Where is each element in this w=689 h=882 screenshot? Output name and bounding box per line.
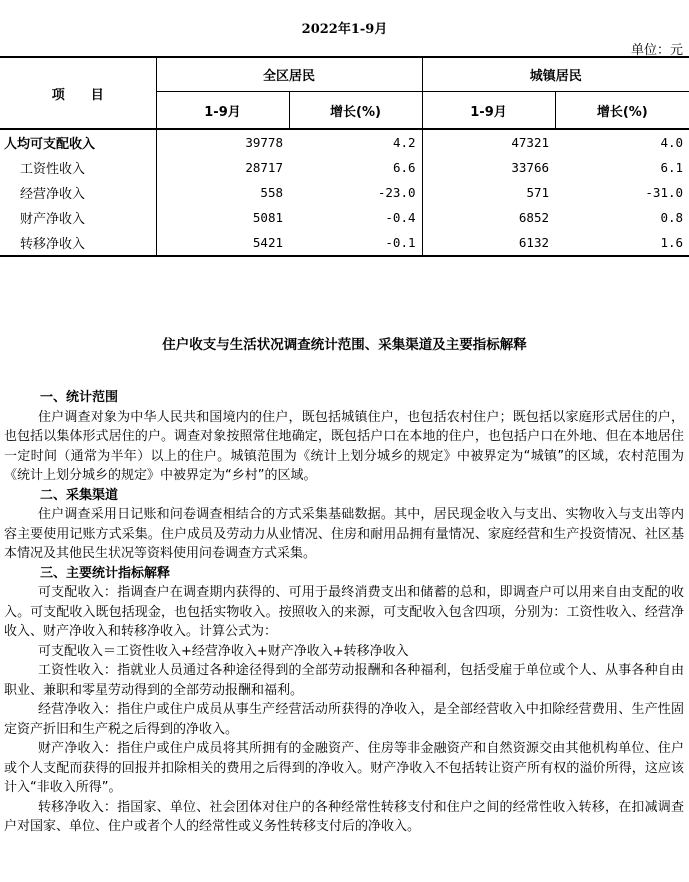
row-label: 经营净收入 [0,180,156,205]
heading-scope: 一、统计范围 [40,390,119,405]
table-row [0,155,689,180]
formula: 可支配收入＝工资性收入+经营净收入+财产净收入+转移净收入 [38,643,409,659]
cell-growth-urban: 6.1 [660,160,684,175]
cell-value-urban: 33766 [511,160,550,175]
cell-growth-urban: 1.6 [555,230,689,256]
cell-value-urban: 6132 [422,230,555,256]
group-all-residents: 全区居民 [156,57,422,92]
col-period-all: 1-9月 [156,92,289,130]
cell-growth-all: -23.0 [289,180,422,205]
cell-value-all: 39778 [245,135,283,150]
heading-indicators: 三、主要统计指标解释 [40,565,171,581]
cell-growth-all: -0.4 [289,205,422,230]
table-row [0,230,689,256]
cell-growth-urban: -31.0 [645,185,684,200]
cell-value-urban: 6852 [518,210,550,225]
item-header: 项 目 [0,57,156,129]
cell-value-all: 558 [260,185,283,200]
table-row [0,129,689,155]
row-label: 财产净收入 [0,205,156,230]
row-label: 转移净收入 [0,230,156,256]
cell-growth-urban: 4.0 [660,135,684,150]
cell-value-urban: 47321 [511,135,550,150]
report-period: 2022年1-9月 [301,22,388,37]
col-growth-all: 增长(%) [289,92,422,130]
unit-label: 单位：元 [630,43,683,58]
cell-growth-all: 6.6 [289,155,422,180]
notes-title: 住户收支与生活状况调查统计范围、采集渠道及主要指标解释 [162,337,527,353]
cell-growth-urban: 0.8 [660,210,684,225]
cell-growth-all: 4.2 [289,129,422,155]
heading-channels: 二、采集渠道 [40,487,119,503]
paragraph-transfer-income: 转移净收入：指国家、单位、社会团体对住户的各种经常性转移支付和住户之间的经常性收入转移，在扣减调查户对国家、单位、住户或者个人的经常性或义务性转移支付后的净收入。 [4,799,684,834]
table-row [0,205,689,230]
paragraph-property-income: 财产净收入：指住户或住户成员将其所拥有的金融资产、住房等非金融资产和自然资源交由其他机构单位、住户或个人支配而获得的回报并扣除相关的费用之后得到的净收入。财产净收入不包括转让资产所有权的溢价所得，这应该计入“非收入所得”。 [4,741,684,795]
col-period-urban: 1-9月 [422,92,555,130]
paragraph-scope: 住户调查对象为中华人民共和国境内的住户，既包括城镇住户，也包括农村住户；既包括以家庭形式居住的户，也包括以集体形式居住的户。调查对象按照常住地确定，既包括户口在本地的住户，也包括户口在外地、但在本地居住一定时间（通常为半年）以上的住户。城镇范围为《统计上划分城乡的规定》中被界定为“城镇”的区域，农村范围为《统计上划分城乡的规定》中被界定为“乡村”的区域。 [4,409,684,483]
group-urban-residents: 城镇居民 [422,57,689,92]
paragraph-channels: 住户调查采用日记账和问卷调查相结合的方式采集基础数据。其中，居民现金收入与支出、实物收入与支出等内容主要使用记账方式采集。住户成员及劳动力从业情况、住房和耐用品拥有量情况、家庭经营和生产投资情况、社区基本情况及其他民生状况等资料使用问卷调查方式采集。 [4,507,684,561]
notes-body [4,388,684,837]
cell-value-urban: 571 [526,185,550,200]
table-row [0,180,689,205]
cell-value-all: 5421 [156,230,289,256]
col-growth-urban: 增长(%) [555,92,689,130]
row-label: 工资性收入 [0,155,156,180]
cell-value-all: 28717 [245,160,283,175]
paragraph-business-income: 经营净收入：指住户或住户成员从事生产经营活动所获得的净收入，是全部经营收入中扣除经营费用、生产性固定资产折旧和生产税之后得到的净收入。 [4,702,684,737]
income-table [0,56,689,257]
cell-value-all: 5081 [252,210,283,225]
cell-growth-all: -0.1 [289,230,422,256]
paragraph-disposable-income: 可支配收入：指调查户在调查期内获得的、可用于最终消费支出和储蓄的总和，即调查户可以用来自由支配的收入。可支配收入既包括现金，也包括实物收入。按照收入的来源，可支配收入包含四项，分别为：工资性收入、经营净收入、财产净收入和转移净收入。计算公式为： [4,585,684,639]
row-label: 人均可支配收入 [0,129,156,155]
paragraph-wage-income: 工资性收入：指就业人员通过各种途径得到的全部劳动报酬和各种福利，包括受雇于单位或个人、从事各种自由职业、兼职和零星劳动得到的全部劳动报酬和福利。 [4,663,684,698]
